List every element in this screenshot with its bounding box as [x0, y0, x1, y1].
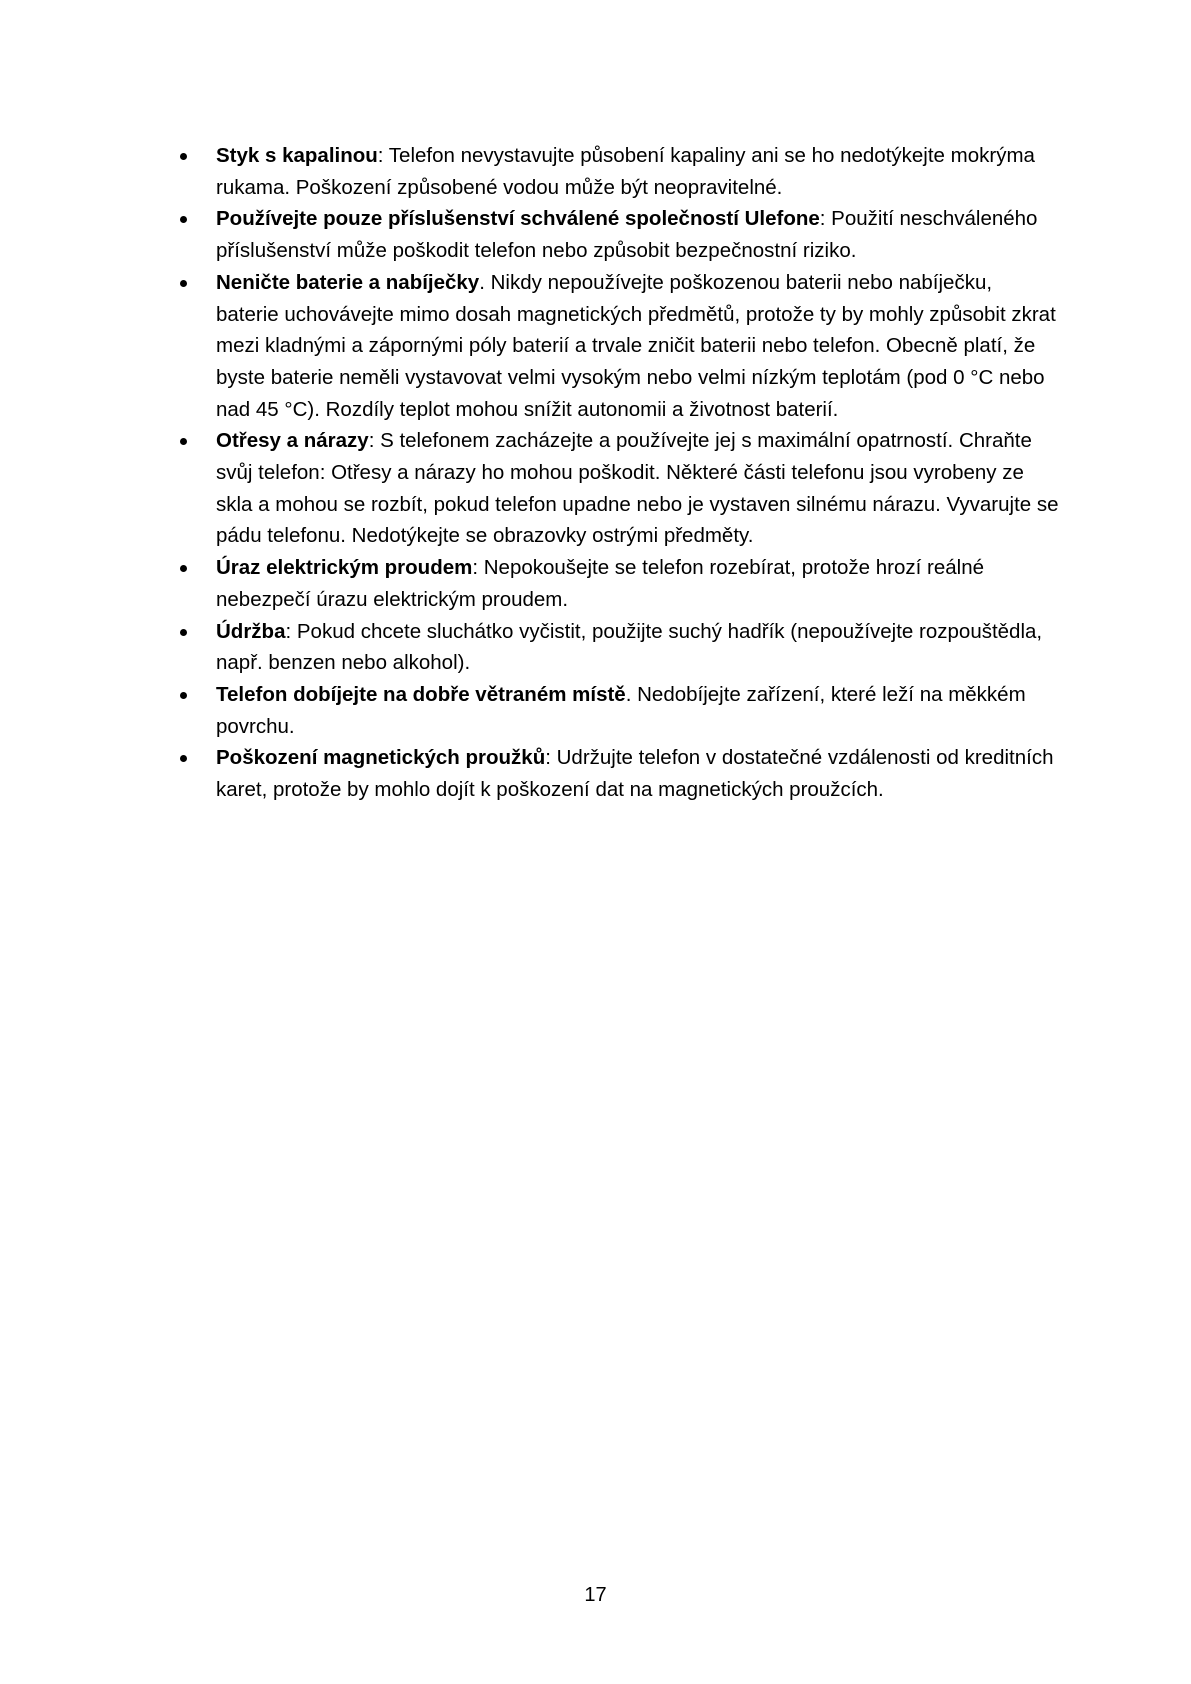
list-item — [180, 616, 1060, 679]
bullet-icon — [180, 629, 187, 636]
item-heading: Úraz elektrickým proudem — [216, 556, 473, 580]
bullet-icon — [180, 216, 187, 223]
list-item — [180, 742, 1060, 805]
item-heading: Poškození magnetických proužků — [216, 746, 546, 770]
item-text: . Nikdy nepoužívejte poškozenou baterii nebo nabíječku, baterie uchovávejte mimo dosah magnetických předmětů, protože ty by mohly způsobit zkrat mezi kladnými a zápornými póly baterií a trvale zničit baterii nebo telefon. Obecně platí, že byste baterie neměli vystavovat velmi vysokým nebo velmi nízkým teplotám (pod 0 °C nebo nad 45 °C). Rozdíly teplot mohou snížit autonomii a životnost baterií. — [216, 270, 1056, 421]
item-text: : Telefon nevystavujte působení kapaliny ani se ho nedotýkejte mokrýma rukama. Poškození způsobené vodou může být neopravitelné. — [216, 144, 1035, 199]
item-heading: Údržba — [216, 619, 286, 643]
item-heading: Telefon dobíjejte na dobře větraném místě — [216, 682, 626, 706]
bullet-icon — [180, 755, 187, 762]
item-heading: Styk s kapalinou — [216, 144, 378, 167]
list-item — [180, 203, 1060, 266]
bullet-icon — [180, 153, 187, 160]
item-heading: Používejte pouze příslušenství schválené společností Ulefone — [216, 207, 820, 231]
item-text: : Udržujte telefon v dostatečné vzdálenosti od kreditních karet, protože by mohlo dojít k poškození dat na magnetických proužcích. — [216, 746, 1054, 802]
bullet-icon — [180, 692, 187, 699]
item-text: : Nepokoušejte se telefon rozebírat, protože hrozí reálné nebezpečí úrazu elektrickým proudem. — [216, 556, 985, 611]
item-heading: Neničte baterie a nabíječky — [216, 270, 480, 294]
item-text: : S telefonem zacházejte a používejte jej s maximální opatrností. Chraňte svůj telefon: Otřesy a nárazy ho mohou poškodit. Některé části telefonu jsou vyrobeny ze skla a mohou se rozbít, pokud telefon upadne nebo je vystaven silnému nárazu. Vyvarujte se pádu telefonu. Nedotýkejte se obrazovky ostrými předměty. — [216, 429, 1059, 548]
item-text: . Nedobíjejte zařízení, které leží na měkkém povrchu. — [216, 682, 1026, 738]
list-item — [180, 552, 1060, 615]
safety-bullet-list — [180, 140, 1060, 806]
item-text: : Použití neschváleného příslušenství může poškodit telefon nebo způsobit bezpečnostní riziko. — [216, 207, 1038, 263]
page-number: 17 — [584, 1584, 607, 1606]
bullet-icon — [180, 438, 187, 445]
bullet-icon — [180, 280, 187, 287]
list-item — [180, 267, 1060, 426]
list-item — [180, 679, 1060, 742]
list-item — [180, 140, 1060, 203]
item-heading: Otřesy a nárazy — [216, 429, 369, 453]
list-item — [180, 425, 1060, 552]
bullet-icon — [180, 565, 187, 572]
item-text: : Pokud chcete sluchátko vyčistit, použijte suchý hadřík (nepoužívejte rozpouštědla, např. benzen nebo alkohol). — [216, 619, 1043, 675]
